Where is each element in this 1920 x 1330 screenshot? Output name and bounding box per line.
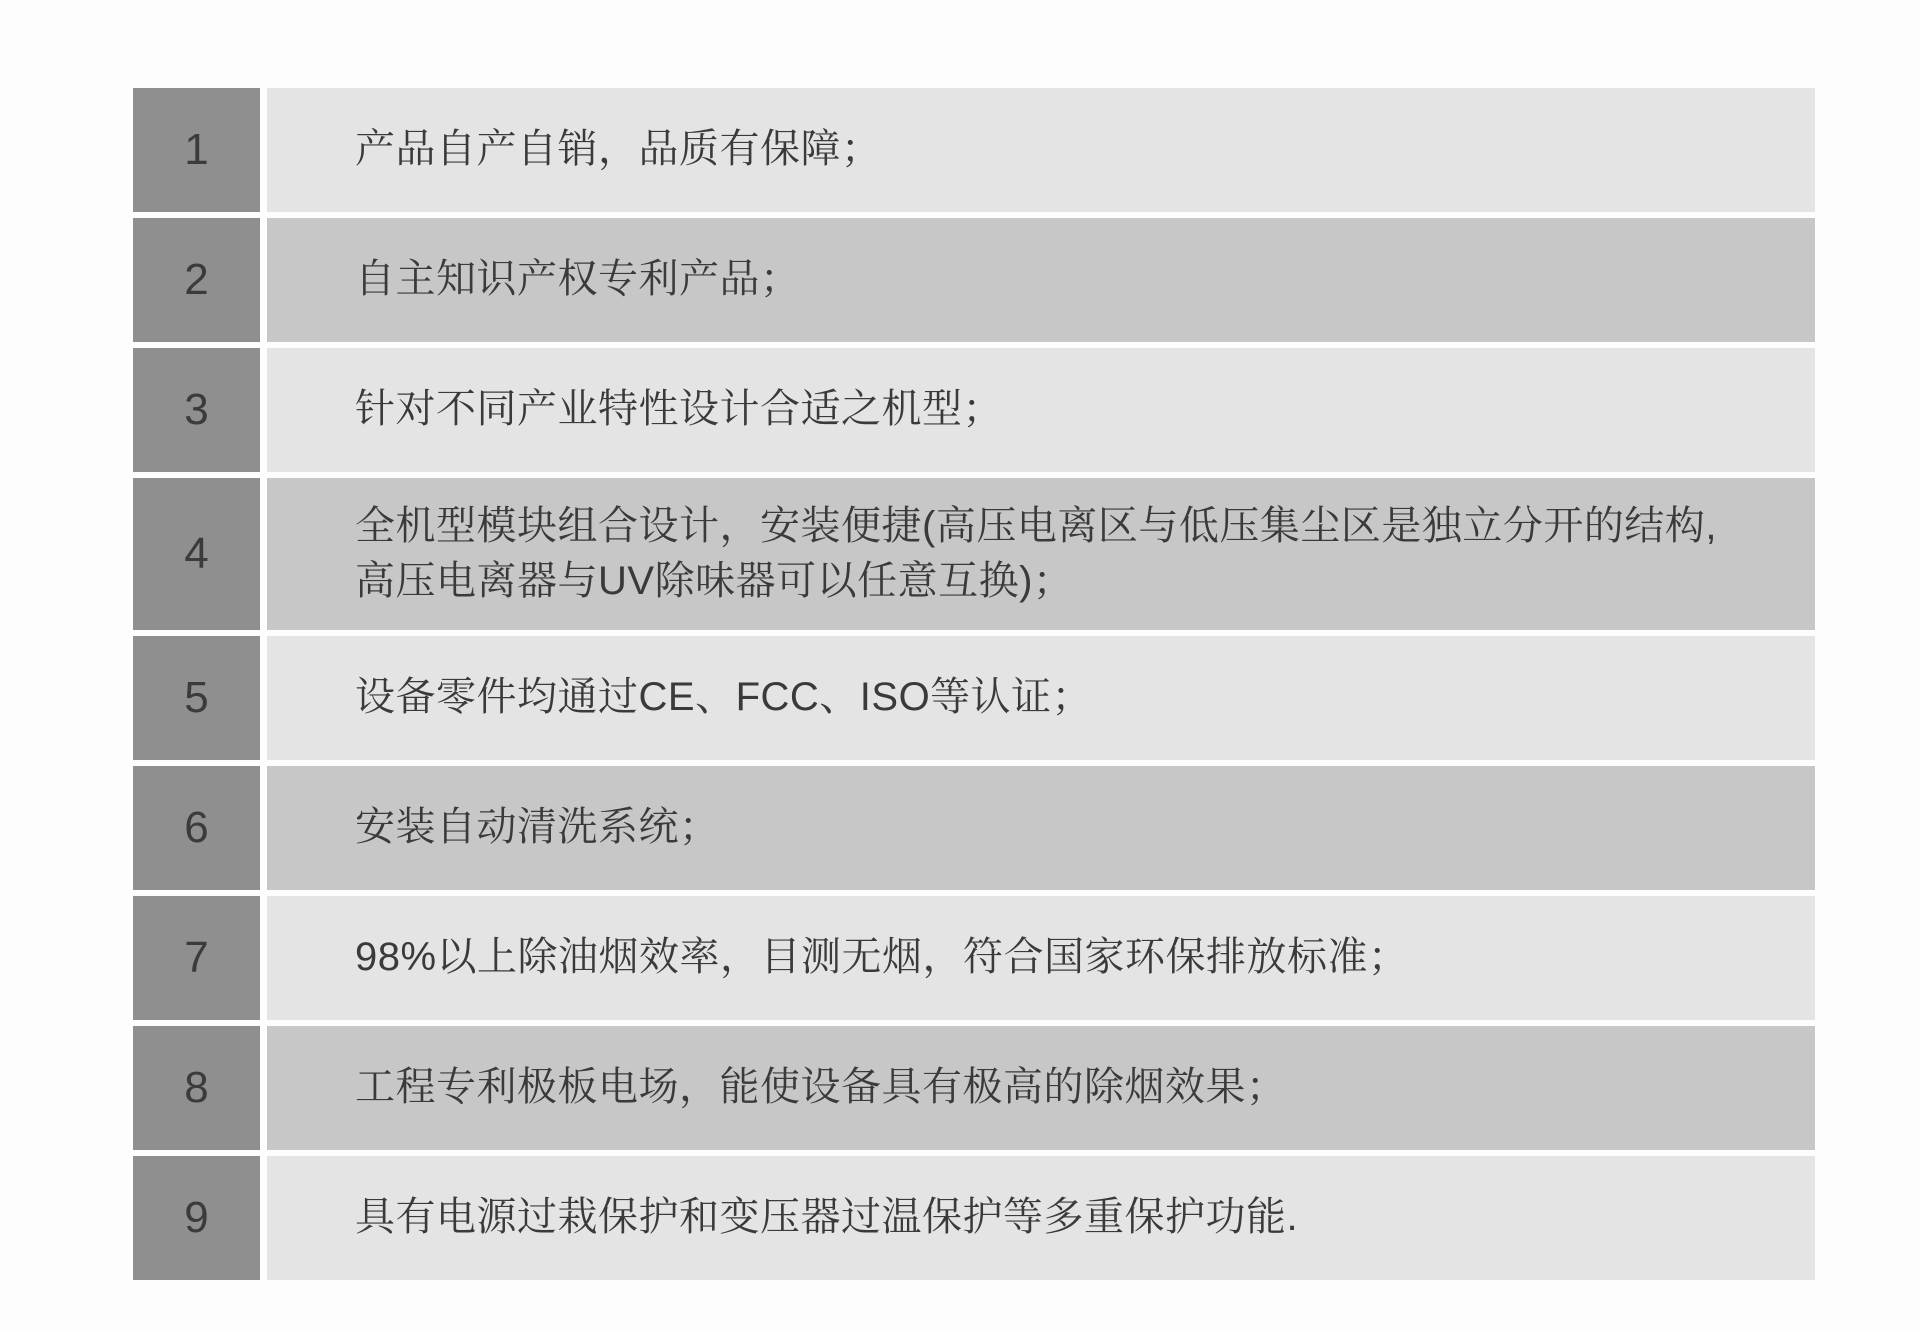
table-row bbox=[133, 1026, 1815, 1150]
row-text: 安装自动清洗系统； bbox=[267, 766, 1815, 890]
table-row bbox=[133, 348, 1815, 472]
row-number: 9 bbox=[133, 1156, 260, 1280]
row-number: 8 bbox=[133, 1026, 260, 1150]
row-number: 2 bbox=[133, 218, 260, 342]
row-text: 自主知识产权专利产品； bbox=[267, 218, 1815, 342]
table-row bbox=[133, 478, 1815, 630]
row-text: 设备零件均通过CE、FCC、ISO等认证； bbox=[267, 636, 1815, 760]
row-number: 6 bbox=[133, 766, 260, 890]
row-number: 5 bbox=[133, 636, 260, 760]
row-number: 1 bbox=[133, 88, 260, 212]
row-text: 全机型模块组合设计，安装便捷(高压电离区与低压集尘区是独立分开的结构,高压电离器与UV除味器可以任意互换)； bbox=[267, 478, 1815, 630]
table-row bbox=[133, 766, 1815, 890]
row-text: 具有电源过栽保护和变压器过温保护等多重保护功能. bbox=[267, 1156, 1815, 1280]
table-row bbox=[133, 88, 1815, 212]
table-row bbox=[133, 896, 1815, 1020]
table-row bbox=[133, 218, 1815, 342]
row-number: 7 bbox=[133, 896, 260, 1020]
feature-table bbox=[133, 88, 1815, 1280]
row-text: 98%以上除油烟效率，目测无烟，符合国家环保排放标准； bbox=[267, 896, 1815, 1020]
row-number: 4 bbox=[133, 478, 260, 630]
row-number: 3 bbox=[133, 348, 260, 472]
row-text: 针对不同产业特性设计合适之机型； bbox=[267, 348, 1815, 472]
row-text: 产品自产自销，品质有保障； bbox=[267, 88, 1815, 212]
row-text: 工程专利极板电场，能使设备具有极高的除烟效果； bbox=[267, 1026, 1815, 1150]
table-row bbox=[133, 1156, 1815, 1280]
table-row bbox=[133, 636, 1815, 760]
